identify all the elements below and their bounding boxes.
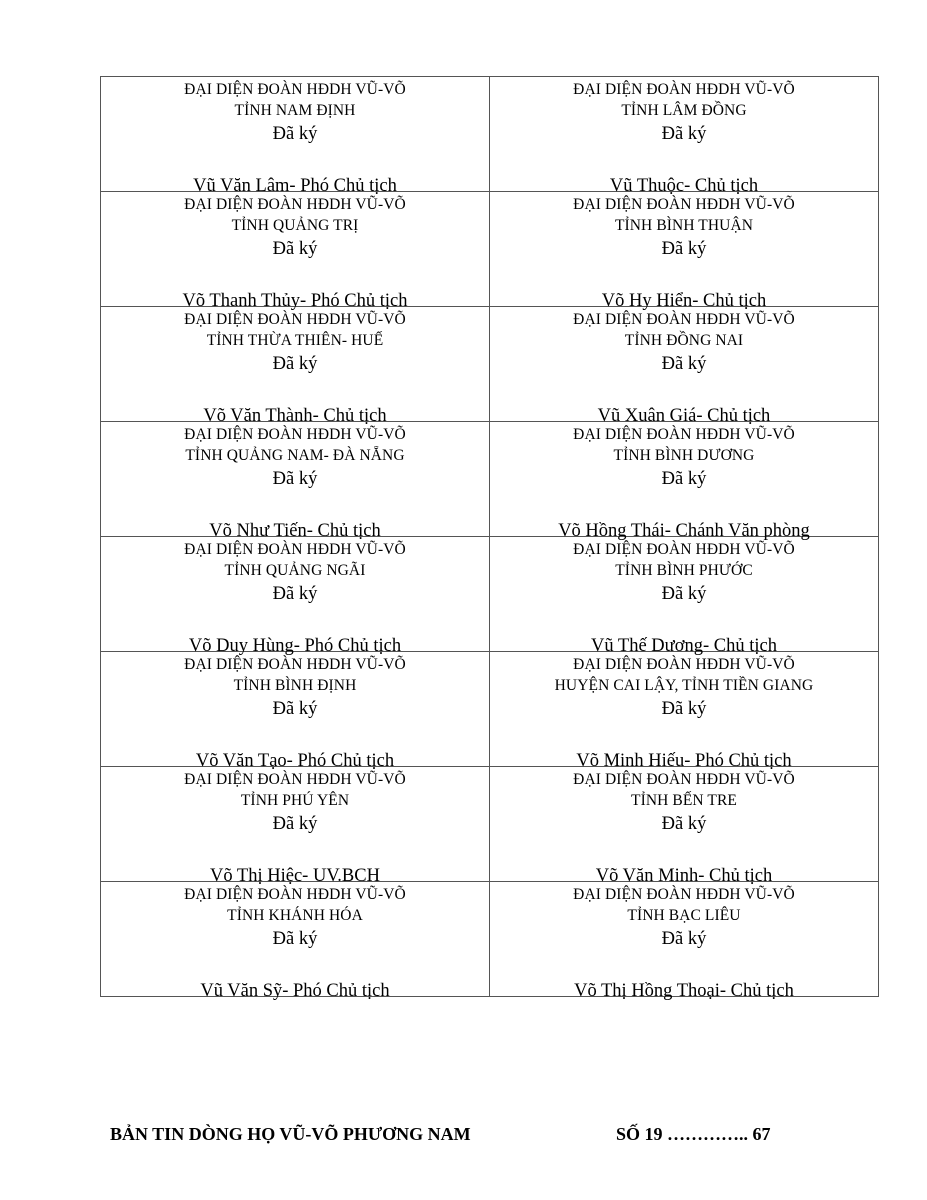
signature-cell-right	[490, 192, 879, 311]
signatory-name: Vũ Thế Dương- Chủ tịch	[591, 636, 777, 656]
signature-cell-left	[101, 882, 490, 1001]
delegation-label: ĐẠI DIỆN ĐOÀN HĐDH VŨ-VÕ	[573, 541, 795, 558]
signature-cell-right	[490, 307, 879, 426]
signed-mark: Đã ký	[661, 699, 707, 719]
signature-row	[101, 882, 879, 997]
signed-mark: Đã ký	[661, 584, 707, 604]
signed-mark: Đã ký	[272, 929, 318, 949]
signed-mark: Đã ký	[272, 699, 318, 719]
issue-page-number: SỐ 19 ………….. 67	[616, 1124, 771, 1144]
signed-mark: Đã ký	[661, 814, 707, 834]
signatory-name: Võ Thị Hiệc- UV.BCH	[210, 866, 380, 886]
signature-cell-right	[490, 882, 879, 1001]
signed-mark: Đã ký	[661, 239, 707, 259]
signatory-name: Võ Duy Hùng- Phó Chủ tịch	[188, 636, 402, 656]
province-label: TỈNH ĐỒNG NAI	[624, 332, 744, 349]
delegation-label: ĐẠI DIỆN ĐOÀN HĐDH VŨ-VÕ	[184, 196, 406, 213]
province-label: TỈNH BẠC LIÊU	[627, 907, 741, 924]
delegation-label: ĐẠI DIỆN ĐOÀN HĐDH VŨ-VÕ	[184, 426, 406, 443]
province-label: TỈNH BẾN TRE	[631, 792, 737, 809]
signatory-name: Vũ Xuân Giá- Chủ tịch	[597, 406, 771, 426]
signed-mark: Đã ký	[661, 354, 707, 374]
signatory-name: Võ Văn Thành- Chủ tịch	[203, 406, 387, 426]
signatory-name: Võ Hồng Thái- Chánh Văn phòng	[558, 521, 810, 541]
signature-cell-left	[101, 77, 490, 196]
province-label: TỈNH BÌNH DƯƠNG	[613, 447, 755, 464]
signatory-name: Võ Văn Tạo- Phó Chủ tịch	[195, 751, 395, 771]
signed-mark: Đã ký	[272, 239, 318, 259]
signature-row	[101, 767, 879, 882]
delegation-label: ĐẠI DIỆN ĐOÀN HĐDH VŨ-VÕ	[184, 886, 406, 903]
signature-table-body	[101, 77, 879, 1001]
province-label: TỈNH LÂM ĐỒNG	[621, 102, 747, 119]
signature-row	[101, 422, 879, 537]
signature-cell-right	[490, 537, 879, 656]
signed-mark: Đã ký	[661, 469, 707, 489]
signature-row	[101, 307, 879, 422]
province-label: TỈNH NAM ĐỊNH	[234, 102, 356, 119]
delegation-label: ĐẠI DIỆN ĐOÀN HĐDH VŨ-VÕ	[573, 311, 795, 328]
signature-row	[101, 652, 879, 767]
signatory-name: Võ Minh Hiếu- Phó Chủ tịch	[576, 751, 792, 771]
signature-cell-right	[490, 77, 879, 196]
delegation-label: ĐẠI DIỆN ĐOÀN HĐDH VŨ-VÕ	[184, 311, 406, 328]
delegation-label: ĐẠI DIỆN ĐOÀN HĐDH VŨ-VÕ	[573, 426, 795, 443]
province-label: TỈNH BÌNH THUẬN	[614, 217, 754, 234]
signature-cell-left	[101, 422, 490, 541]
signed-mark: Đã ký	[272, 469, 318, 489]
delegation-label: ĐẠI DIỆN ĐOÀN HĐDH VŨ-VÕ	[573, 656, 795, 673]
province-label: HUYỆN CAI LẬY, TỈNH TIỀN GIANG	[554, 677, 814, 694]
signature-row	[101, 77, 879, 192]
signatory-name: Võ Thị Hồng Thoại- Chủ tịch	[574, 981, 794, 1001]
signatory-name: Vũ Thuộc- Chủ tịch	[609, 176, 759, 196]
delegation-label: ĐẠI DIỆN ĐOÀN HĐDH VŨ-VÕ	[184, 81, 406, 98]
signatory-name: Võ Hy Hiển- Chủ tịch	[601, 291, 767, 311]
province-label: TỈNH QUẢNG NGÃI	[224, 562, 366, 579]
signature-cell-left	[101, 192, 490, 311]
province-label: TỈNH KHÁNH HÓA	[227, 907, 363, 924]
signatory-name: Võ Như Tiến- Chủ tịch	[209, 521, 381, 541]
province-label: TỈNH PHÚ YÊN	[240, 792, 350, 809]
province-label: TỈNH BÌNH ĐỊNH	[233, 677, 357, 694]
signature-table	[100, 76, 879, 1001]
signatory-name: Vũ Văn Lâm- Phó Chủ tịch	[193, 176, 397, 196]
newsletter-title: BẢN TIN DÒNG HỌ VŨ-VÕ PHƯƠNG NAM	[110, 1124, 471, 1144]
delegation-label: ĐẠI DIỆN ĐOÀN HĐDH VŨ-VÕ	[573, 886, 795, 903]
signature-cell-right	[490, 422, 879, 541]
province-label: TỈNH BÌNH PHƯỚC	[615, 562, 753, 579]
signature-cell-left	[101, 652, 490, 771]
signed-mark: Đã ký	[661, 124, 707, 144]
signature-cell-left	[101, 307, 490, 426]
signature-cell-right	[490, 767, 879, 886]
signature-row	[101, 537, 879, 652]
signature-cell-left	[101, 537, 490, 656]
signed-mark: Đã ký	[661, 929, 707, 949]
signature-cell-right	[490, 652, 879, 771]
delegation-label: ĐẠI DIỆN ĐOÀN HĐDH VŨ-VÕ	[573, 196, 795, 213]
signature-cell-left	[101, 767, 490, 886]
signatory-name: Võ Thanh Thủy- Phó Chủ tịch	[182, 291, 408, 311]
signed-mark: Đã ký	[272, 124, 318, 144]
delegation-label: ĐẠI DIỆN ĐOÀN HĐDH VŨ-VÕ	[573, 81, 795, 98]
signed-mark: Đã ký	[272, 354, 318, 374]
signed-mark: Đã ký	[272, 584, 318, 604]
delegation-label: ĐẠI DIỆN ĐOÀN HĐDH VŨ-VÕ	[184, 541, 406, 558]
province-label: TỈNH THỪA THIÊN- HUẾ	[206, 332, 384, 349]
province-label: TỈNH QUẢNG NAM- ĐÀ NẴNG	[185, 447, 405, 464]
signatory-name: Võ Văn Minh- Chủ tịch	[595, 866, 773, 886]
signatory-name: Vũ Văn Sỹ- Phó Chủ tịch	[200, 981, 390, 1001]
delegation-label: ĐẠI DIỆN ĐOÀN HĐDH VŨ-VÕ	[184, 771, 406, 788]
delegation-label: ĐẠI DIỆN ĐOÀN HĐDH VŨ-VÕ	[573, 771, 795, 788]
signed-mark: Đã ký	[272, 814, 318, 834]
signature-row	[101, 192, 879, 307]
province-label: TỈNH QUẢNG TRỊ	[231, 217, 359, 234]
delegation-label: ĐẠI DIỆN ĐOÀN HĐDH VŨ-VÕ	[184, 656, 406, 673]
